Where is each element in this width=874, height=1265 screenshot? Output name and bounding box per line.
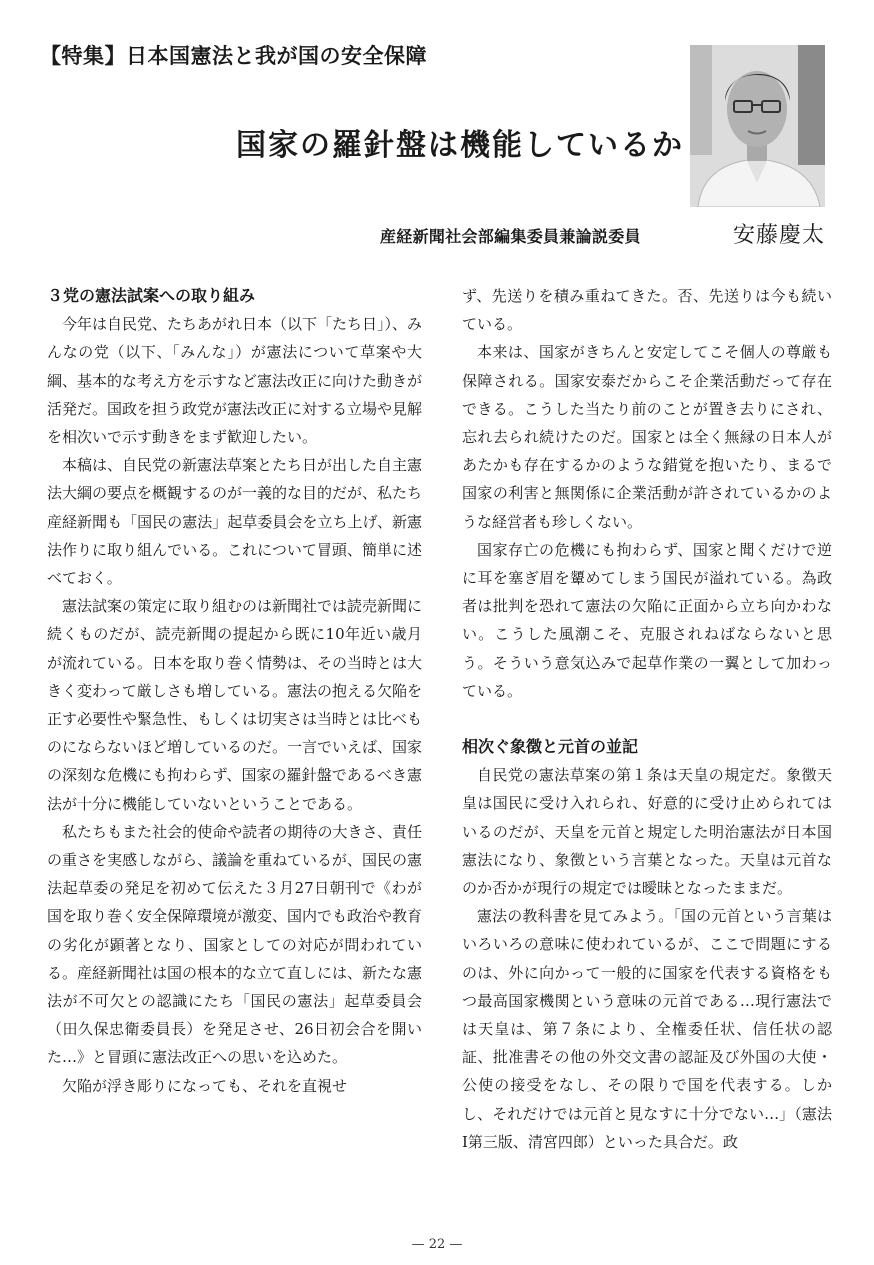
feature-series-label: 【特集】日本国憲法と我が国の安全保障	[40, 44, 427, 68]
body-paragraph: 私たちもまた社会的使命や読者の期待の大きさ、責任の重さを実感しながら、議論を重ねているが、国民の憲法起草委の発足を初めて伝えた３月27日朝刊で《わが国を取り巻く安全保障環境が激変、国内でも政治や教育の劣化が顕著となり、国家としての対応が問われている。産経新聞社は国の根本的な立て直しには、新たな憲法が不可欠との認識にたち「国民の憲法」起草委員会（田久保忠衛委員長）を発足させ、26日初会合を開いた…》と冒頭に憲法改正への思いを込めた。	[47, 822, 423, 1067]
body-paragraph-continued: ず、先送りを積み重ねてきた。否、先送りは今も続いている。	[462, 287, 832, 334]
page-number: — 22 —	[411, 1237, 463, 1252]
article-title: 国家の羅針盤は機能しているか	[236, 128, 684, 163]
author-photo	[690, 45, 825, 207]
author-name: 安藤慶太	[732, 223, 825, 248]
body-paragraph: 憲法試案の策定に取り組むのは新聞社では読売新聞に続くものだが、読売新聞の提起から既に10年近い歳月が流れている。日本を取り巻く情勢は、その当時とは大きく変わって厳しさも増している。憲法の抱える欠陥を正す必要性や緊急性、もしくは切実さは当時とは比べものにならないほど増しているのだ。一言でいえば、国家の深刻な危機にも拘わらず、国家の羅針盤であるべき憲法が十分に機能していないということである。	[47, 597, 423, 813]
body-paragraph: 本稿は、自民党の新憲法草案とたち日が出した自主憲法大綱の要点を概観するのが一義的な目的だが、私たち産経新聞も「国民の憲法」起草委員会を立ち上げ、新憲法作りに取り組んでいる。これについて冒頭、簡単に述べておく。	[47, 456, 423, 588]
left-column	[47, 282, 422, 1100]
author-affiliation: 産経新聞社会部編集委員兼論説委員	[380, 227, 641, 246]
body-paragraph: 憲法の教科書を見てみよう。「国の元首という言葉はいろいろの意味に使われているが、ここで問題にするのは、外に向かって一般的に国家を代表する資格をもつ最高国家機関という意味の元首である…現行憲法では天皇は、第７条により、全権委任状、信任状の認証、批准書その他の外交文書の認証及び外国の大使・公使の接受をなし、その限りで国を代表する。しかし、それだけでは元首と見なすに十分でない…」（憲法Ⅰ第三版、清宮四郎）といった具合だ。政	[462, 907, 832, 1151]
body-paragraph: 今年は自民党、たちあがれ日本（以下「たち日」）、みんなの党（以下、「みんな」）が憲法について草案や大綱、基本的な考え方を示すなど憲法改正に向けた動きが活発だ。国政を担う政党が憲法改正に対する立場や見解を相次いで示す動きをまず歓迎したい。	[47, 315, 423, 447]
body-paragraph: 本来は、国家がきちんと安定してこそ個人の尊厳も保障される。国家安泰だからこそ企業活動だって存在できる。こうした当たり前のことが置き去りにされ、忘れ去られ続けたのだ。国家とは全く無縁の日本人があたかも存在するかのような錯覚を抱いたり、まるで国家の利害と無関係に企業活動が許されているかのような経営者も珍しくない。	[462, 343, 832, 531]
body-paragraph: 欠陥が浮き彫りになっても、それを直視せ	[62, 1076, 348, 1095]
body-paragraph: 国家存亡の危機にも拘わらず、国家と聞くだけで逆に耳を塞ぎ眉を顰めてしまう国民が溢れている。為政者は批判を恐れて憲法の欠陥に正面から立ち向かわない。こうした風潮こそ、克服されねばならないと思う。そういう意気込みで起草作業の一翼として加わっている。	[462, 540, 832, 700]
right-column	[462, 282, 832, 1156]
byline	[380, 218, 825, 249]
body-paragraph: 自民党の憲法草案の第１条は天皇の規定だ。象徴天皇は国民に受け入れられ、好意的に受け止められてはいるのだが、天皇を元首と規定した明治憲法が日本国憲法になり、象徴という言葉となった。天皇は元首なのか否かが現行の規定では曖昧となったままだ。	[462, 766, 832, 898]
section-heading: ３党の憲法試案への取り組み	[47, 286, 256, 305]
section-heading: 相次ぐ象徴と元首の並記	[462, 737, 639, 757]
author-portrait-illustration	[690, 45, 825, 207]
